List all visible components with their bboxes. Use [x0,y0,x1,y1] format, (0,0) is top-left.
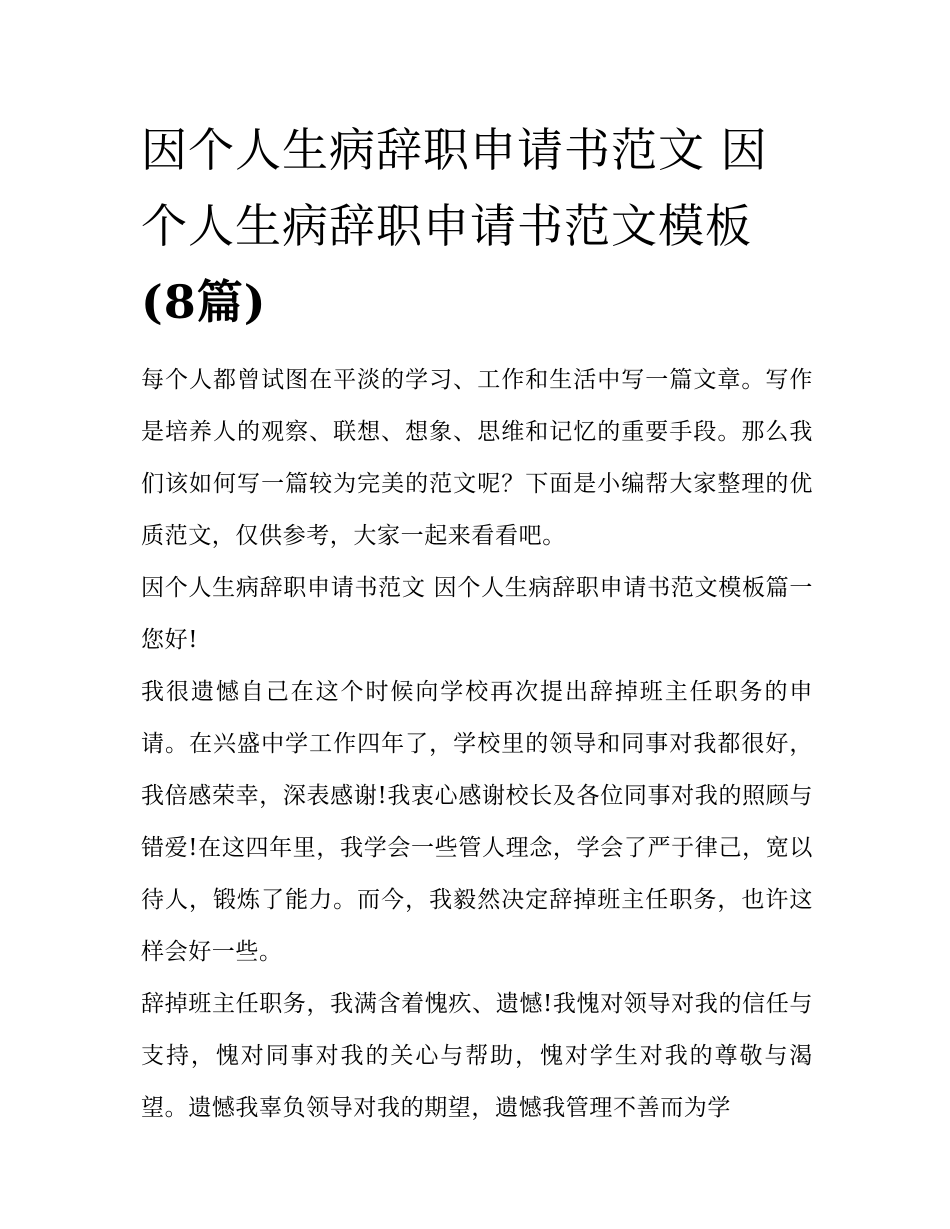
title-count: (8篇) [141,275,267,329]
body-paragraph-1: 我很遗憾自己在这个时候向学校再次提出辞掉班主任职务的申请。在兴盛中学工作四年了，学校里的领导和同事对我都很好，我倍感荣幸，深表感谢!我衷心感谢校长及各位同事对我的照顾与错爱!在这四年里，我学会一些管人理念，学会了严于律己，宽以待人，锻炼了能力。而今，我毅然决定辞掉班主任职务，也许这样会好一些。 [141,679,813,965]
section-heading-paragraph: 因个人生病辞职申请书范文 因个人生病辞职申请书范文模板篇一 您好! [141,575,813,653]
title-main: 因个人生病辞职申请书范文 因个人生病辞职申请书范文模板 [141,123,768,253]
body-paragraph-2: 辞掉班主任职务，我满含着愧疚、遗憾!我愧对领导对我的信任与支持，愧对同事对我的关心与帮助，愧对学生对我的尊敬与渴望。遗憾我辜负领导对我的期望，遗憾我管理不善而为学 [141,991,813,1121]
document-body [141,112,813,1134]
intro-paragraph: 每个人都曾试图在平淡的学习、工作和生活中写一篇文章。写作是培养人的观察、联想、想象、思维和记忆的重要手段。那么我们该如何写一篇较为完美的范文呢？下面是小编帮大家整理的优质范文，仅供参考，大家一起来看看吧。 [141,367,813,549]
document-title [141,112,813,340]
